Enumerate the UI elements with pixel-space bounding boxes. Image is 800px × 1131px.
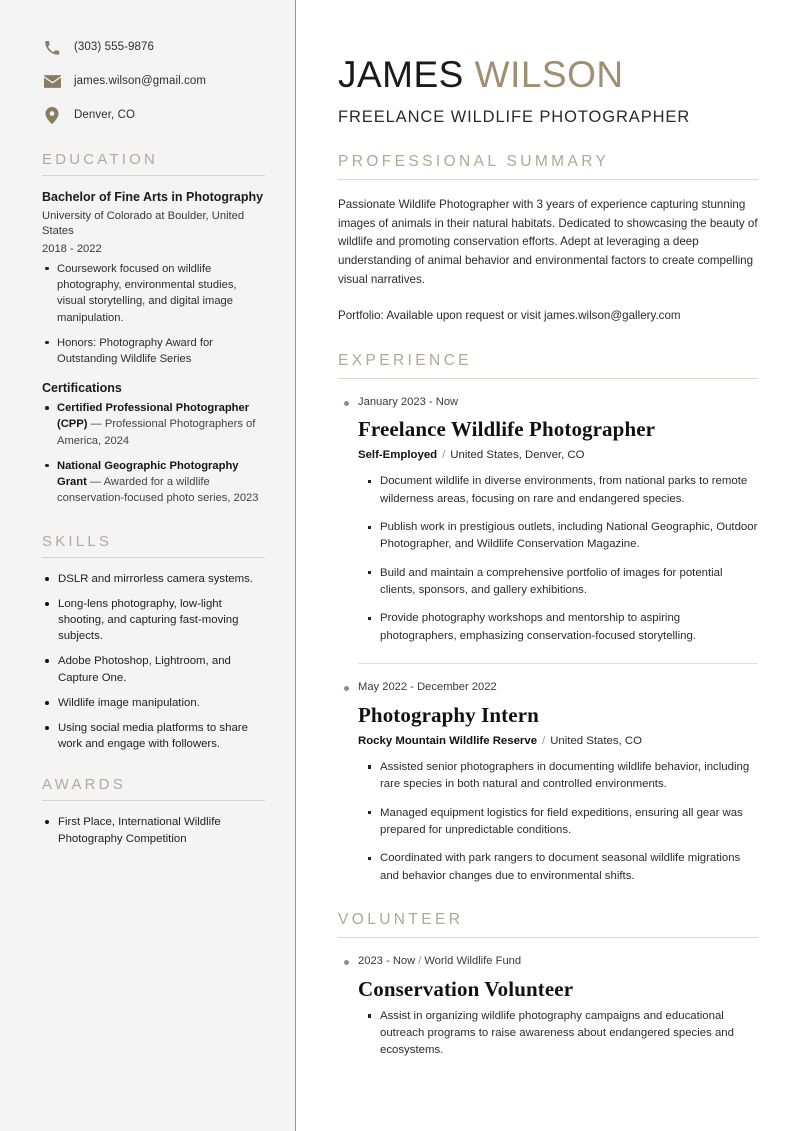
job-headline: FREELANCE WILDLIFE PHOTOGRAPHER bbox=[338, 107, 691, 126]
volunteer-entry bbox=[338, 954, 758, 1060]
main-column bbox=[296, 0, 800, 1131]
experience-bullets bbox=[338, 473, 758, 645]
experience-bullets bbox=[338, 759, 758, 885]
list-item: Long-lens photography, low-light shooting, and capturing fast-moving subjects. bbox=[42, 596, 265, 645]
first-name: JAMES bbox=[338, 54, 464, 95]
education-school: University of Colorado at Boulder, United States bbox=[42, 209, 245, 237]
list-item: Assisted senior photographers in documenting wildlife behavior, including rare species in both natural and controlled environments. bbox=[380, 759, 758, 794]
section-skills bbox=[42, 533, 265, 753]
summary-paragraph-2: Portfolio: Available upon request or visit james.wilson@gallery.com bbox=[338, 308, 681, 322]
list-item: Wildlife image manipulation. bbox=[42, 695, 265, 711]
section-education-rule bbox=[42, 175, 265, 176]
last-name: WILSON bbox=[474, 54, 624, 95]
experience-location: United States, Denver, CO bbox=[450, 449, 585, 462]
education-dates: 2018 - 2022 bbox=[42, 242, 102, 255]
experience-date: January 2023 - Now bbox=[338, 395, 758, 411]
section-summary-rule bbox=[338, 179, 758, 180]
certification-name: Certified Professional Photographer (CPP) bbox=[57, 402, 250, 431]
volunteer-title: Conservation Volunteer bbox=[358, 976, 574, 1001]
section-awards bbox=[42, 776, 265, 846]
list-item: Assist in organizing wildlife photography campaigns and educational outreach programs to raise awareness about endangered species and ecosystems. bbox=[380, 1008, 758, 1060]
experience-title: Photography Intern bbox=[358, 702, 539, 727]
experience-org-line bbox=[358, 734, 758, 750]
list-item: Coursework focused on wildlife photography, environmental studies, visual storytelling, and digital image manipulation. bbox=[42, 261, 265, 326]
experience-divider bbox=[358, 663, 758, 664]
section-awards-rule bbox=[42, 800, 265, 801]
contact-email bbox=[42, 72, 265, 91]
volunteer-bullets bbox=[338, 1008, 758, 1060]
list-item bbox=[42, 458, 265, 507]
section-volunteer-rule bbox=[338, 937, 758, 938]
experience-company: Self-Employed bbox=[358, 449, 438, 462]
section-experience-heading: EXPERIENCE bbox=[338, 351, 472, 369]
education-degree: Bachelor of Fine Arts in Photography bbox=[42, 190, 264, 204]
phone-icon bbox=[42, 39, 62, 57]
contact-location bbox=[42, 106, 265, 125]
page-title bbox=[338, 56, 758, 95]
list-item: Provide photography workshops and mentorship to aspiring photographers, emphasizing conservation-focused storytelling. bbox=[380, 610, 758, 645]
location-pin-icon bbox=[42, 107, 62, 125]
contact-list bbox=[42, 38, 265, 125]
email-icon bbox=[42, 73, 62, 91]
section-experience-rule bbox=[338, 378, 758, 379]
section-education-heading: EDUCATION bbox=[42, 151, 159, 168]
list-item: Using social media platforms to share work and engage with followers. bbox=[42, 720, 265, 752]
section-skills-rule bbox=[42, 557, 265, 558]
separator: / bbox=[418, 954, 422, 967]
experience-entry bbox=[338, 395, 758, 646]
summary-paragraph-1: Passionate Wildlife Photographer with 3 years of experience capturing stunning images of animals in their natural habitats. Dedicated to showcasing the beauty of wildlife and promoting conservation efforts. Adept at leveraging a deep understanding of animal behavior and environmental factors to create compelling visual narratives. bbox=[338, 197, 758, 286]
certification-detail: — Professional Photographers of America, 2024 bbox=[57, 418, 256, 447]
education-bullets bbox=[42, 261, 265, 367]
list-item: Coordinated with park rangers to document seasonal wildlife migrations and behavior changes due to environmental shifts. bbox=[380, 850, 758, 885]
list-item: First Place, International Wildlife Photography Competition bbox=[42, 814, 265, 846]
section-volunteer-heading: VOLUNTEER bbox=[338, 910, 464, 928]
contact-email-text: james.wilson@gmail.com bbox=[74, 75, 207, 88]
certification-name: National Geographic Photography Grant bbox=[57, 459, 239, 489]
volunteer-date-line bbox=[338, 954, 758, 970]
section-skills-heading: SKILLS bbox=[42, 532, 113, 550]
list-item: Honors: Photography Award for Outstanding Wildlife Series bbox=[42, 335, 265, 367]
certifications-list bbox=[42, 400, 265, 506]
experience-company: Rocky Mountain Wildlife Reserve bbox=[358, 734, 538, 747]
section-summary-heading: PROFESSIONAL SUMMARY bbox=[338, 152, 610, 170]
section-professional-summary bbox=[338, 153, 758, 326]
list-item: Build and maintain a comprehensive portfolio of images for potential clients, sponsors, and gallery exhibitions. bbox=[380, 565, 758, 600]
experience-location: United States, CO bbox=[550, 734, 643, 747]
contact-phone-text: (303) 555-9876 bbox=[74, 41, 155, 54]
skills-list bbox=[42, 571, 265, 753]
list-item bbox=[42, 400, 265, 449]
section-education bbox=[42, 151, 265, 507]
list-item: Managed equipment logistics for field expeditions, ensuring all gear was prepared for unpredictable conditions. bbox=[380, 805, 758, 840]
section-volunteer bbox=[338, 911, 758, 1060]
awards-list bbox=[42, 814, 265, 846]
contact-location-text: Denver, CO bbox=[74, 109, 136, 122]
certifications-heading: Certifications bbox=[42, 381, 122, 396]
certification-detail: — Awarded for a wildlife conservation-focused photo series, 2023 bbox=[57, 476, 259, 505]
contact-phone bbox=[42, 38, 265, 57]
volunteer-org: World Wildlife Fund bbox=[424, 954, 522, 967]
section-awards-heading: AWARDS bbox=[42, 776, 126, 794]
experience-org-line bbox=[358, 448, 758, 464]
experience-entry bbox=[338, 680, 758, 885]
list-item: Adobe Photoshop, Lightroom, and Capture One. bbox=[42, 653, 265, 685]
experience-title: Freelance Wildlife Photographer bbox=[358, 417, 656, 442]
volunteer-date: 2023 - Now bbox=[358, 954, 416, 967]
section-experience bbox=[338, 352, 758, 885]
list-item: Document wildlife in diverse environments, from national parks to remote wilderness areas, focusing on rare and endangered species. bbox=[380, 473, 758, 508]
experience-date: May 2022 - December 2022 bbox=[338, 680, 758, 696]
list-item: DSLR and mirrorless camera systems. bbox=[42, 571, 265, 587]
sidebar bbox=[0, 0, 296, 1131]
list-item: Publish work in prestigious outlets, including National Geographic, Outdoor Photographer, and Wildlife Conservation Magazine. bbox=[380, 519, 758, 554]
separator: / bbox=[542, 734, 546, 747]
separator: / bbox=[442, 449, 446, 462]
